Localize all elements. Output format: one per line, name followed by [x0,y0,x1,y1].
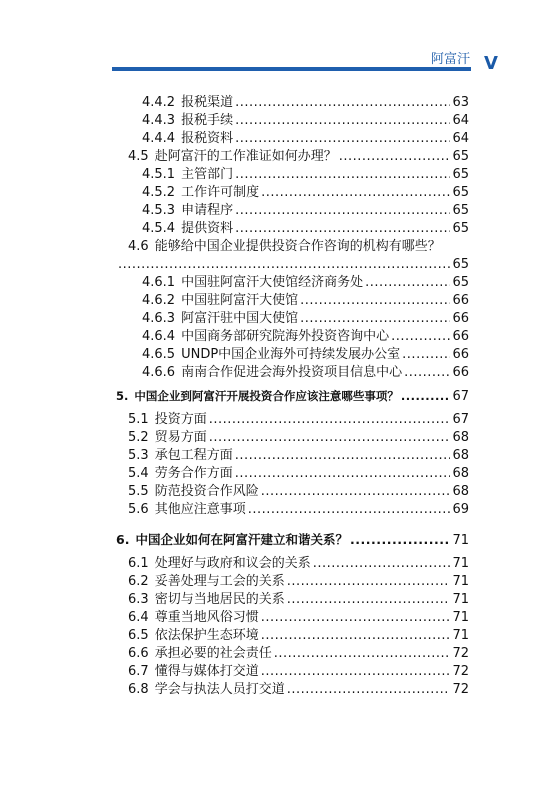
page-number-roman: V [484,53,498,74]
toc-entry-title: 承担必要的社会责任 [154,646,272,661]
toc-entry[interactable] [142,112,469,130]
leader-dots [313,555,451,573]
toc-entry-page: 71 [452,610,469,625]
toc-entry-number: 4.6.6 [142,365,176,380]
toc-entry-page: 68 [452,448,469,463]
leader-dots [118,256,450,274]
toc-entry-page: 72 [452,646,469,661]
toc-entry-title: 妥善处理与工会的关系 [154,574,285,589]
toc-entry-page: 69 [452,502,469,517]
toc-entry[interactable] [142,166,469,184]
leader-dots [261,663,451,681]
toc-entry[interactable] [142,364,469,382]
toc-entry-number: 5. [116,389,129,403]
toc-entry-number: 4.4.3 [142,113,176,128]
toc-entry-title: 中国企业如何在阿富汗建立和谐关系？ [135,532,348,547]
toc-entry-number: 5.4 [128,466,149,481]
toc-entry[interactable] [128,645,469,663]
toc-entry-title: 赴阿富汗的工作准证如何办理？ [154,149,337,164]
toc-entry-title: 中国商务部研究院海外投资咨询中心 [181,329,390,344]
toc-entry-title: 中国驻阿富汗大使馆 [181,293,299,308]
toc-entry-page: 64 [452,131,469,146]
toc-entry-title: 密切与当地居民的关系 [154,592,285,607]
toc-entry-number: 4.5.3 [142,203,176,218]
toc-entry-title: 阿富汗驻中国大使馆 [181,311,299,326]
toc-entry-number: 4.6.3 [142,311,176,326]
toc-entry-number: 6.3 [128,592,149,607]
toc-entry-number: 6. [116,532,130,547]
toc-entry-title: 申请程序 [181,203,234,218]
leader-dots [287,681,451,699]
toc-entry-title: 南南合作促进会海外投资项目信息中心 [181,365,403,380]
toc-entry[interactable] [128,627,469,645]
toc-entry-page: 67 [452,389,469,404]
header-rule [112,67,471,71]
toc-entry-number: 6.7 [128,664,149,679]
toc-entry-title: 投资方面 [154,412,207,427]
leader-dots [350,531,450,549]
toc-entry-page: 71 [452,556,469,571]
toc-entry-number: 4.5 [128,149,149,164]
toc-entry-page: 63 [452,95,469,110]
toc-entry[interactable] [142,328,469,346]
leader-dots [261,627,451,645]
toc-entry-number: 5.2 [128,430,149,445]
toc-entry-title: 报税资料 [181,131,234,146]
toc-entry-number: 4.5.4 [142,221,176,236]
toc-entry[interactable] [142,94,469,112]
toc-entry-page: 71 [452,628,469,643]
leader-dots [402,346,450,364]
toc-entry-page: 65 [452,167,469,182]
leader-dots [401,387,451,405]
toc-entry[interactable] [142,292,469,310]
toc-entry[interactable] [142,202,469,220]
toc-chapter[interactable] [116,531,469,549]
toc-entry-title: 懂得与媒体打交道 [154,664,259,679]
toc-entry-title: 依法保护生态环境 [154,628,259,643]
toc-entry-number: 6.4 [128,610,149,625]
toc-entry[interactable] [142,220,469,238]
leader-dots [404,364,450,382]
toc-entry-page: 66 [452,329,469,344]
toc-entry-number: 4.6 [128,239,149,254]
toc-entry[interactable] [128,681,469,699]
toc-entry-page: 71 [452,574,469,589]
toc-entry[interactable] [128,465,469,483]
toc-entry-title: 其他应注意事项 [154,502,246,517]
toc-entry-number: 4.6.5 [142,347,176,362]
toc-entry-continuation [116,256,469,274]
toc-entry[interactable] [128,663,469,681]
toc-entry-page: 68 [452,484,469,499]
toc-entry-page: 66 [452,293,469,308]
leader-dots [235,465,451,483]
toc-entry-number: 5.5 [128,484,149,499]
toc-entry-number: 5.3 [128,448,149,463]
toc-entry[interactable] [128,573,469,591]
leader-dots [300,292,450,310]
toc-entry-title: 主管部门 [181,167,234,182]
toc-entry-number: 4.5.2 [142,185,176,200]
toc-entry[interactable] [128,238,469,256]
toc-entry-number: 6.5 [128,628,149,643]
toc-entry-page: 66 [452,311,469,326]
toc-entry[interactable] [128,429,469,447]
leader-dots [235,130,450,148]
toc-entry-number: 4.6.4 [142,329,176,344]
toc-entry-title: 报税渠道 [181,95,234,110]
toc-entry-page: 72 [452,664,469,679]
leader-dots [235,220,450,238]
toc-entry[interactable] [142,274,469,292]
toc-entry-title: 劳务合作方面 [154,466,233,481]
toc-entry-title: 能够给中国企业提供投资合作咨询的机构有哪些？ [154,239,441,254]
toc-entry-number: 4.6.1 [142,275,176,290]
toc-entry-page: 71 [452,592,469,607]
leader-dots [261,184,450,202]
leader-dots [261,483,451,501]
toc-entry-number: 4.4.4 [142,131,176,146]
toc-entry-number: 4.5.1 [142,167,176,182]
toc-entry[interactable] [128,411,469,429]
toc-entry[interactable] [142,346,469,364]
toc-entry[interactable] [128,447,469,465]
leader-dots [235,447,451,465]
toc-entry[interactable] [128,609,469,627]
toc-entry-page: 72 [452,682,469,697]
toc-entry[interactable] [142,184,469,202]
toc-entry-title: 尊重当地风俗习惯 [154,610,259,625]
toc-entry[interactable] [128,148,469,166]
leader-dots [287,591,451,609]
toc-entry-number: 5.6 [128,502,149,517]
toc-entry-title: 防范投资合作风险 [154,484,259,499]
leader-dots [300,310,450,328]
toc-entry-page: 67 [452,412,469,427]
toc-entry-number: 6.8 [128,682,149,697]
leader-dots [261,609,451,627]
leader-dots [235,112,450,130]
toc-entry-title: 承包工程方面 [154,448,233,463]
toc-entry-title: UNDP中国企业海外可持续发展办公室 [181,347,401,362]
leader-dots [287,573,451,591]
leader-dots [235,94,450,112]
toc-chapter[interactable] [116,387,469,405]
toc-entry-number: 6.1 [128,556,149,571]
toc-entry-number: 5.1 [128,412,149,427]
toc-entry[interactable] [142,310,469,328]
leader-dots [248,501,451,519]
toc-entry-page: 65 [452,275,469,290]
toc-entry-title: 中国驻阿富汗大使馆经济商务处 [181,275,364,290]
toc-entry-number: 4.6.2 [142,293,176,308]
leader-dots [209,411,451,429]
toc-entry-page: 71 [452,533,469,548]
toc-entry-page: 65 [452,185,469,200]
leader-dots [391,328,450,346]
toc-entry-page: 68 [452,466,469,481]
toc-entry-number: 4.4.2 [142,95,176,110]
toc-entry-page: 65 [452,149,469,164]
toc-entry-title: 提供资料 [181,221,234,236]
toc-entry[interactable] [142,130,469,148]
header-title: 阿富汗 [430,52,470,67]
toc-entry-page: 65 [452,257,469,272]
toc-entry-page: 66 [452,347,469,362]
toc-entry-title: 中国企业到阿富汗开展投资合作应该注意哪些事项？ [134,389,399,403]
toc-entry-page: 64 [452,113,469,128]
toc-entry-page: 68 [452,430,469,445]
toc-entry-number: 6.6 [128,646,149,661]
toc-entry-title: 工作许可制度 [181,185,260,200]
toc-entry-title: 贸易方面 [154,430,207,445]
leader-dots [339,148,451,166]
toc-entry[interactable] [128,555,469,573]
toc-entry-page: 66 [452,365,469,380]
toc-entry-title: 处理好与政府和议会的关系 [154,556,311,571]
leader-dots [235,166,450,184]
leader-dots [235,202,450,220]
toc-entry-title: 报税手续 [181,113,234,128]
toc-entry-title: 学会与执法人员打交道 [154,682,285,697]
toc-entry-page: 65 [452,203,469,218]
toc-entry[interactable] [128,483,469,501]
toc-entry-page: 65 [452,221,469,236]
leader-dots [209,429,451,447]
toc-entry[interactable] [128,501,469,519]
toc-entry-number: 6.2 [128,574,149,589]
leader-dots [274,645,451,663]
toc-entry[interactable] [128,591,469,609]
leader-dots [365,274,450,292]
